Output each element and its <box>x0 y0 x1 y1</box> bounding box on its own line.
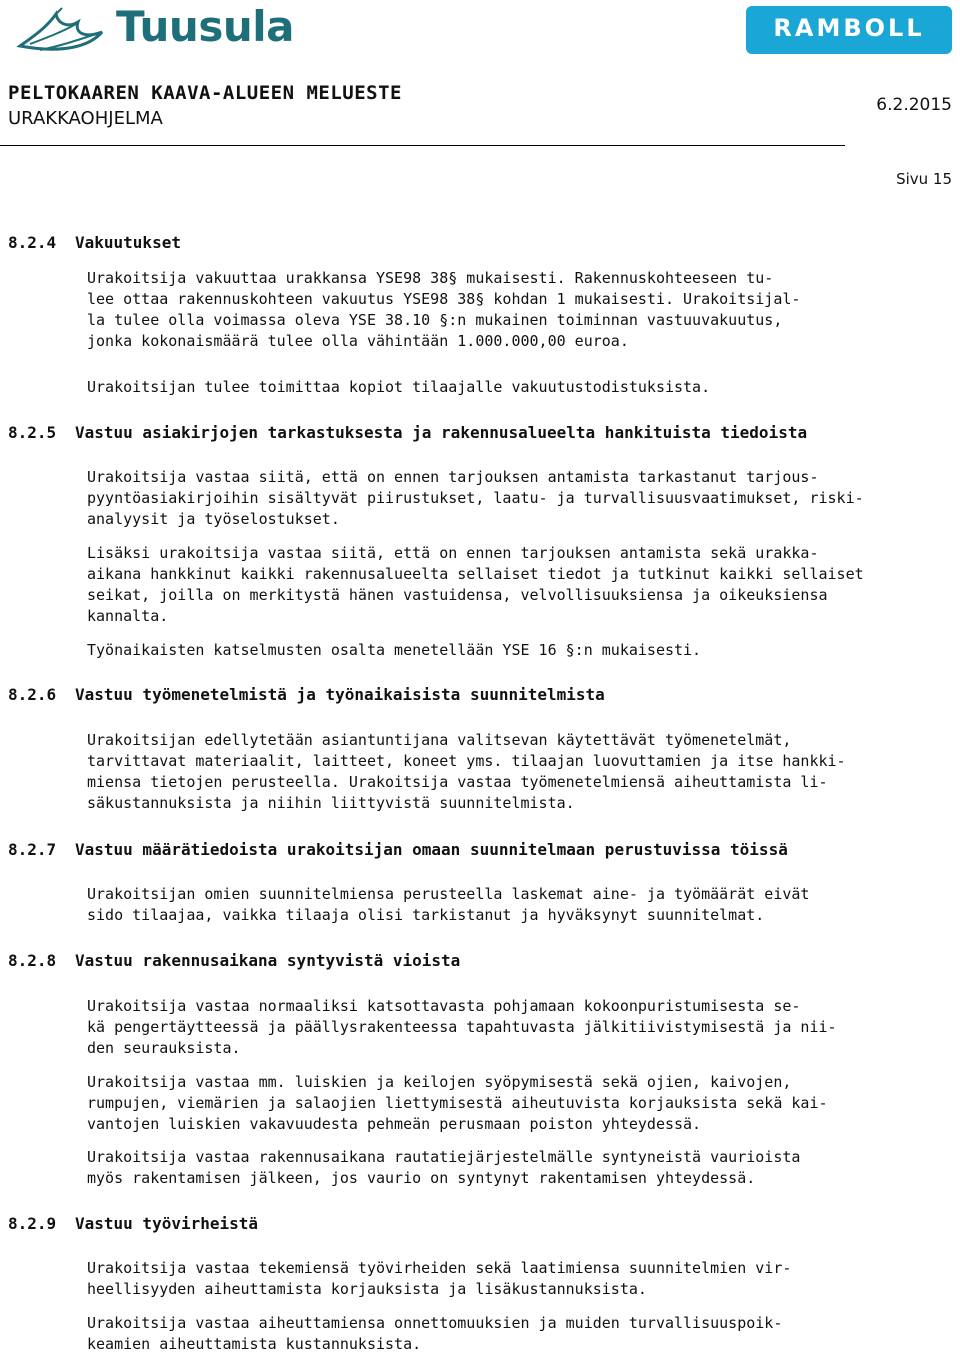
text-line: den seurauksista. <box>87 1039 241 1057</box>
text-line: vantojen luiskien vakavuudesta pehmeän perusmaan poiston yhteydessä. <box>87 1115 702 1133</box>
text-line: rumpujen, viemärien ja salaojien liettymisestä aiheutuvista korjauksista sekä kai- <box>87 1094 828 1112</box>
text-line: pyyntöasiakirjoihin sisältyvät piirustukset, laatu- ja turvallisuusvaatimukset, riski- <box>87 489 864 507</box>
paragraph <box>87 996 927 1059</box>
text-line: heellisyyden aiheuttamista korjauksista ja lisäkustannuksista. <box>87 1280 647 1298</box>
section-number: 8.2.9 <box>8 1214 57 1233</box>
section-number: 8.2.7 <box>8 840 57 859</box>
section-title: Vastuu määrätiedoista urakoitsijan omaan suunnitelmaan perustuvissa töissä <box>75 840 788 859</box>
tuusula-emblem-icon <box>16 6 111 58</box>
text-line: tarvittavat materiaalit, laitteet, koneet yms. tilaajan luovuttamien ja itse hankki- <box>87 752 846 770</box>
section-title: Vakuutukset <box>75 233 181 252</box>
section-number: 8.2.6 <box>8 685 57 704</box>
section-heading <box>8 1214 908 1233</box>
section-number: 8.2.5 <box>8 423 57 442</box>
text-line: jonka kokonaismäärä tulee olla vähintään 1.000.000,00 euroa. <box>87 332 629 350</box>
text-line: Urakoitsija vastaa normaaliksi katsottavasta pohjamaan kokoonpuristumisesta se- <box>87 997 801 1015</box>
page-number: Sivu 15 <box>896 170 952 188</box>
text-line: Urakoitsijan edellytetään asiantuntijana valitsevan käytettävät työmenetelmät, <box>87 731 792 749</box>
text-line: kannalta. <box>87 607 169 625</box>
document-date: 6.2.2015 <box>876 95 952 115</box>
document-title: PELTOKAAREN KAAVA-ALUEEN MELUESTE <box>8 82 402 104</box>
section-heading <box>8 685 908 704</box>
text-line: sido tilaajaa, vaikka tilaaja olisi tarkistanut ja hyväksynyt suunnitelmat. <box>87 906 765 924</box>
paragraph <box>87 730 927 814</box>
section-heading <box>8 423 908 442</box>
section-title: Vastuu rakennusaikana syntyvistä vioista <box>75 951 461 970</box>
section-number: 8.2.8 <box>8 951 57 970</box>
text-line: Urakoitsija vakuuttaa urakkansa YSE98 38§ mukaisesti. Rakennuskohteeseen tu- <box>87 269 774 287</box>
text-line: keamien aiheuttamista kustannuksista. <box>87 1335 422 1353</box>
text-line: Urakoitsija vastaa siitä, että on ennen tarjouksen antamista tarkastanut tarjous- <box>87 468 819 486</box>
paragraph <box>87 884 927 926</box>
section-title: Vastuu työvirheistä <box>75 1214 259 1233</box>
section-heading <box>8 233 908 252</box>
paragraph <box>87 543 927 627</box>
text-line: myös rakentamisen jälkeen, jos vaurio on syntynyt rakentamisen yhteydessä. <box>87 1169 756 1187</box>
text-line: kä pengertäytteessä ja päällysrakenteessa tapahtuvasta jälkitiivistymisestä ja nii- <box>87 1018 837 1036</box>
paragraph <box>87 377 927 398</box>
text-line: Urakoitsija vastaa aiheuttamiensa onnettomuuksien ja muiden turvallisuuspoik- <box>87 1314 783 1332</box>
tuusula-logo-text: Tuusula <box>116 2 294 51</box>
text-line: Urakoitsija vastaa mm. luiskien ja keilojen syöpymisestä sekä ojien, kaivojen, <box>87 1073 792 1091</box>
text-line: aikana hankkinut kaikki rakennusalueelta sellaiset tiedot ja tutkinut kaikki sellaiset <box>87 565 864 583</box>
section-title: Vastuu asiakirjojen tarkastuksesta ja rakennusalueelta hankituista tiedoista <box>75 423 808 442</box>
section-heading <box>8 951 908 970</box>
paragraph <box>87 1258 927 1300</box>
text-line: seikat, joilla on merkitystä hänen vastuidensa, velvollisuuksiensa ja oikeuksiensa <box>87 586 828 604</box>
paragraph <box>87 1147 927 1189</box>
text-line: miensa tietojen perusteella. Urakoitsija vastaa työmenetelmiensä aiheuttamista li- <box>87 773 828 791</box>
paragraph <box>87 467 927 530</box>
header-divider <box>0 145 845 146</box>
text-line: Urakoitsija vastaa rakennusaikana rautatiejärjestelmälle syntyneistä vaurioista <box>87 1148 801 1166</box>
section-heading <box>8 840 908 859</box>
section-number: 8.2.4 <box>8 233 57 252</box>
paragraph <box>87 1072 927 1135</box>
paragraph <box>87 268 927 352</box>
text-line: Urakoitsijan omien suunnitelmiensa perusteella laskemat aine- ja työmäärät eivät <box>87 885 810 903</box>
paragraph <box>87 1313 927 1355</box>
section-title: Vastuu työmenetelmistä ja työnaikaisista suunnitelmista <box>75 685 605 704</box>
text-line: Urakoitsija vastaa tekemiensä työvirheiden sekä laatimiensa suunnitelmien vir- <box>87 1259 792 1277</box>
text-line: analyysit ja työselostukset. <box>87 510 340 528</box>
text-line: säkustannuksista ja niihin liittyvistä suunnitelmista. <box>87 794 575 812</box>
text-line: Urakoitsijan tulee toimittaa kopiot tilaajalle vakuutustodistuksista. <box>87 378 711 396</box>
paragraph <box>87 640 927 661</box>
text-line: la tulee olla voimassa oleva YSE 38.10 §:n mukainen toiminnan vastuuvakuutus, <box>87 311 783 329</box>
text-line: lee ottaa rakennuskohteen vakuutus YSE98 38§ kohdan 1 mukaisesti. Urakoitsijal- <box>87 290 801 308</box>
document-subtitle: URAKKAOHJELMA <box>8 108 163 129</box>
text-line: Työnaikaisten katselmusten osalta menetellään YSE 16 §:n mukaisesti. <box>87 641 702 659</box>
ramboll-logo-text: RAMBOLL <box>773 14 925 42</box>
text-line: Lisäksi urakoitsija vastaa siitä, että on ennen tarjouksen antamista sekä urakka- <box>87 544 819 562</box>
